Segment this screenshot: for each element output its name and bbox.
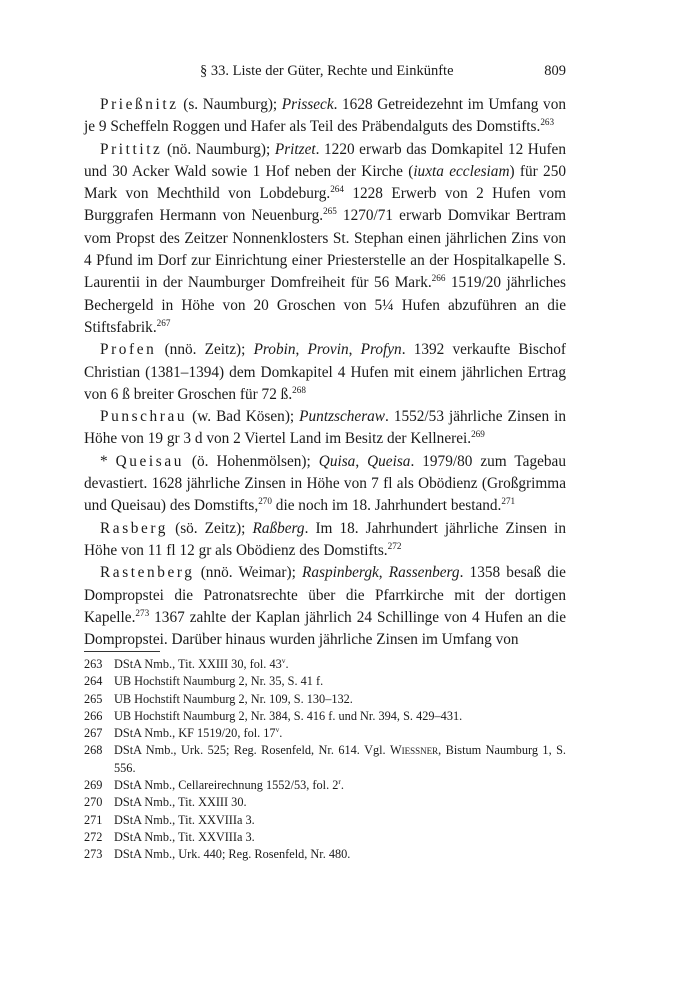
footnote-number: 272 <box>84 829 103 844</box>
place-name: Prittitz <box>100 140 163 158</box>
footnote <box>84 846 566 863</box>
text-run: DStA Nmb., KF 1519/20, fol. 17 <box>114 726 276 741</box>
text-run: DStA Nmb., Tit. XXIII 30, fol. 43 <box>114 657 282 671</box>
page-number: 809 <box>544 63 566 79</box>
footnote <box>84 812 566 829</box>
footnote-text <box>114 829 566 846</box>
footnote-ref: 269 <box>471 429 485 440</box>
text-run: , <box>295 341 308 359</box>
text-run: . 1392 verkaufte Bischof Christian (1381–1394) dem Domkapitel 4 Hufen mit einem jährlichen Ertrag von 6 ß breiter Groschen für 72 ß. <box>84 341 567 403</box>
footnote-ref: 271 <box>501 496 516 507</box>
footnote-number: 270 <box>84 795 103 810</box>
text-run: 1367 zahlte der Kaplan jährlich 24 Schillinge von 4 Hufen an die Dompropstei. Darüber hinaus wurden jährliche Zinsen im Umfang von <box>84 608 566 649</box>
italic-text: Raspinbergk <box>302 564 379 582</box>
footnote-ref: v <box>275 725 280 735</box>
text-run: . 1552/53 jährliche Zinsen in Höhe von 19 gr 3 d von 2 Viertel Land im Besitz der Kellnerei. <box>84 408 566 448</box>
text-run: UB Hochstift Naumburg 2, Nr. 109, S. 130–132. <box>114 691 353 706</box>
text-run: . <box>279 726 283 741</box>
text-run: , Bistum Naumburg 1, S. 556. <box>114 743 566 775</box>
main-text <box>84 94 566 651</box>
footnote-ref: 263 <box>540 117 555 128</box>
text-run: ) für 250 Mark von Mechthild von Lobdeburg. <box>84 162 566 203</box>
italic-text: Profyn <box>360 341 402 359</box>
footnote-text <box>114 794 566 811</box>
text-run: DStA Nmb., Tit. XXIII 30. <box>114 795 247 810</box>
text-run: , <box>348 341 361 359</box>
footnote-text <box>114 656 566 673</box>
footnote-ref: 270 <box>258 496 272 507</box>
italic-text: Probin <box>253 341 296 359</box>
entry-paragraph <box>84 451 566 518</box>
italic-text: Quisa <box>318 452 356 470</box>
italic-text: Puntzscheraw <box>299 408 386 426</box>
footnote-ref: r <box>338 776 341 786</box>
footnote-text <box>114 777 566 794</box>
footnote <box>84 725 566 742</box>
text-run: 1228 Erwerb von 2 Hufen vom Burggrafen Hermann von Neuenburg. <box>84 185 566 225</box>
entry-paragraph <box>84 94 566 139</box>
place-name: Rastenberg <box>100 564 195 582</box>
footnote-ref: 264 <box>330 184 344 195</box>
footnote-number: 265 <box>84 691 103 706</box>
text-run: . <box>340 778 344 793</box>
footnote-ref: 265 <box>323 206 337 217</box>
footnote <box>84 673 566 690</box>
text-run: . 1628 Getreidezehnt im Umfang von je 9 Scheffeln Roggen und Hafer als Teil des Präbendalguts des Domstifts. <box>84 96 566 136</box>
italic-text: Queisa <box>367 452 411 470</box>
text-run: , <box>378 564 389 582</box>
entry-paragraph <box>84 562 566 651</box>
italic-text: Prisseck <box>281 96 334 113</box>
text-run: . 1220 erwarb das Domkapitel 12 Hufen und 30 Acker Wald sowie 1 Hof neben der Kirche ( <box>84 140 566 180</box>
footnote <box>84 829 566 846</box>
footnote-number: 263 <box>84 657 103 671</box>
footnote <box>84 708 566 725</box>
italic-text: Pritzet <box>274 140 316 158</box>
italic-text: iuxta ecclesiam <box>413 162 510 180</box>
footnote-text <box>114 708 566 725</box>
footnote-text <box>114 812 566 829</box>
text-run: . 1358 besaß die Dompropstei die Patronatsrechte über die Pfarrkirche mit der dortigen Kapelle. <box>84 564 566 626</box>
text-run: (w. Bad Kösen); <box>187 408 300 426</box>
place-name: Punschrau <box>100 408 188 426</box>
footnote-text <box>114 691 566 708</box>
footnote-text <box>114 742 566 777</box>
footnote-number: 266 <box>84 708 103 723</box>
text-run: DStA Nmb., Tit. XXVIIIa 3. <box>114 829 255 844</box>
place-name: Prießnitz <box>100 96 179 113</box>
footnotes <box>84 656 566 864</box>
footnote-number: 269 <box>84 778 103 793</box>
text-run: die noch im 18. Jahrhundert bestand. <box>271 497 502 515</box>
text-run: (s. Naumburg); <box>178 96 282 113</box>
entry-marker: * <box>100 452 116 470</box>
text-run: (ö. Hohenmölsen); <box>183 452 319 470</box>
footnote-text <box>114 725 566 742</box>
italic-text: Rassenberg <box>388 564 460 582</box>
text-run: (nö. Naumburg); <box>162 140 275 158</box>
footnote <box>84 691 566 708</box>
italic-text: Raßberg <box>252 519 305 537</box>
footnote-text <box>114 846 566 863</box>
footnote-number: 267 <box>84 726 103 741</box>
footnote-number: 264 <box>84 674 103 689</box>
footnote-number: 273 <box>84 847 103 862</box>
place-name: Profen <box>100 341 157 359</box>
footnote-ref: 273 <box>135 607 150 618</box>
text-run: 1270/71 erwarb Domvikar Bertram vom Propst des Zeitzer Nonnenklosters St. Stephan einen jährlichen Zins von 4 Pfund im Dorf zur Einrichtung einer Priesterstelle an der Hospitalkapelle S. Laurentii in der Naumburger Domfreiheit für 56 Mark. <box>84 207 566 292</box>
text-run: DStA Nmb., Cellareirechnung 1552/53, fol. 2 <box>114 778 339 793</box>
footnote-ref: 272 <box>387 540 402 551</box>
text-run: . Im 18. Jahrhundert jährliche Zinsen in Höhe von 11 fl 12 gr als Obödienz des Domstifts. <box>84 519 567 559</box>
text-run: . <box>285 657 289 671</box>
footnote <box>84 656 566 673</box>
text-run: DStA Nmb., Urk. 525; Reg. Rosenfeld, Nr. 614. Vgl. <box>114 743 391 758</box>
text-run: UB Hochstift Naumburg 2, Nr. 384, S. 416 f. und Nr. 394, S. 429–431. <box>114 708 463 723</box>
text-run: UB Hochstift Naumburg 2, Nr. 35, S. 41 f. <box>114 674 324 689</box>
text-run: . 1979/80 zum Tagebau devastiert. 1628 jährliche Zinsen in Höhe von 7 fl als Obödienz (Großgrimma und Queisau) des Domstifts, <box>84 452 566 515</box>
text-run: DStA Nmb., Urk. 440; Reg. Rosenfeld, Nr. 480. <box>114 847 351 862</box>
text-run: 1519/20 jährliches Bechergeld in Höhe von 20 Groschen von 5¼ Hufen abzuführen an die Stiftsfabrik. <box>84 274 566 336</box>
footnote-ref: v <box>281 655 286 665</box>
entry-paragraph <box>84 139 566 340</box>
footnote-number: 268 <box>84 743 103 758</box>
place-name: Rasberg <box>100 519 169 537</box>
text-run: DStA Nmb., Tit. XXVIIIa 3. <box>114 812 255 827</box>
footnote <box>84 777 566 794</box>
author-name: Wiessner <box>390 743 439 758</box>
footnote <box>84 794 566 811</box>
entry-paragraph <box>84 406 566 451</box>
running-title: § 33. Liste der Güter, Rechte und Einkünfte <box>200 63 454 79</box>
footnote-ref: 266 <box>431 273 446 284</box>
footnote-ref: 268 <box>292 384 306 395</box>
footnote-ref: 267 <box>156 317 171 328</box>
place-name: Queisau <box>115 452 184 470</box>
text-run: (sö. Zeitz); <box>168 519 253 537</box>
italic-text: Provin <box>307 341 349 359</box>
footnote <box>84 742 566 777</box>
footnote-separator <box>84 651 160 652</box>
footnote-text <box>114 673 566 690</box>
text-run: (nnö. Zeitz); <box>156 341 254 359</box>
text-run: , <box>355 452 368 470</box>
entry-paragraph <box>84 339 566 406</box>
entry-paragraph <box>84 518 566 563</box>
footnote-number: 271 <box>84 812 103 827</box>
text-run: (nnö. Weimar); <box>194 564 302 582</box>
